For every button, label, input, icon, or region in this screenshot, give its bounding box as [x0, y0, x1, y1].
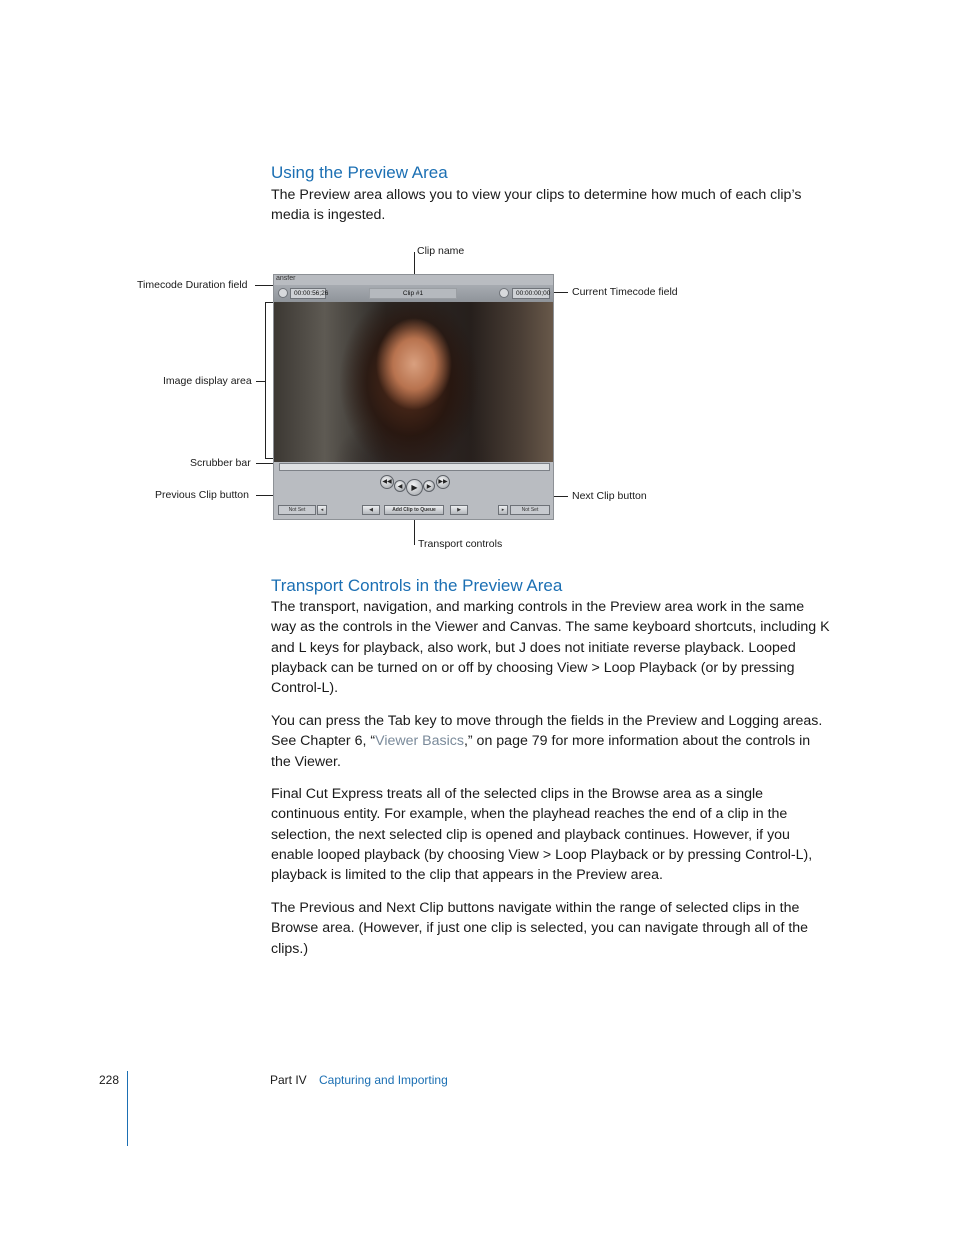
callout-scrubber-bar: Scrubber bar	[190, 457, 251, 469]
callout-transport-controls: Transport controls	[418, 538, 503, 550]
current-clock-icon	[499, 288, 509, 298]
callout-previous-clip: Previous Clip button	[155, 489, 249, 501]
add-clip-to-queue-button[interactable]: Add Clip to Queue	[384, 505, 444, 515]
mark-in-button[interactable]: ◂	[317, 505, 327, 515]
play-icon[interactable]: ▶	[406, 479, 423, 496]
viewer-basics-link[interactable]: Viewer Basics	[375, 733, 464, 750]
out-point-field[interactable]: Not Set	[510, 505, 550, 515]
footer-part-label: Part IV	[270, 1073, 307, 1087]
arrow-right-icon[interactable]: ▶	[450, 505, 468, 515]
intro-paragraph: The Preview area allows you to view your clips to determine how much of each clip’s media is ingested.	[271, 187, 802, 224]
duration-clock-icon	[278, 288, 288, 298]
callout-timecode-duration: Timecode Duration field	[137, 279, 248, 291]
step-back-icon[interactable]: ◀	[394, 480, 406, 492]
arrow-left-icon[interactable]: ◀	[362, 505, 380, 515]
image-display-area	[274, 302, 554, 462]
bracket-image-display	[265, 302, 266, 459]
page-number: 228	[99, 1073, 120, 1087]
current-timecode-field[interactable]: 00:00:00;00	[512, 288, 550, 299]
paragraph-2-text-end: ,” on page 79 for more information about the controls in the Viewer.	[271, 733, 811, 770]
timecode-duration-field[interactable]: 00:00:56;26	[290, 288, 326, 299]
paragraph-transport-3: Final Cut Express treats all of the selected clips in the Browse area as a single continuous entity. For example, when the playhead reaches the end of a clip in the selection, the next selected clip is opened and playback continues. However, if you enable looped playback (by choosing View > Loop Playback or by pressing Control-L), playback is limited to the clip that appears in the Preview area.	[271, 786, 813, 884]
rewind-icon[interactable]: ◀◀	[380, 475, 394, 489]
preview-area-screenshot	[273, 274, 554, 520]
paragraph-transport-4: The Previous and Next Clip buttons navigate within the range of selected clips in the Browse area. (However, if just one clip is selected, you can navigate through all of the clips.)	[271, 900, 809, 957]
section-heading-transport-controls: Transport Controls in the Preview Area	[271, 576, 563, 595]
section-heading-preview-area: Using the Preview Area	[271, 163, 448, 182]
footer-chapter-link[interactable]: Capturing and Importing	[319, 1073, 448, 1087]
callout-next-clip: Next Clip button	[572, 490, 647, 502]
in-point-field[interactable]: Not Set	[278, 505, 316, 515]
scrubber-bar[interactable]	[279, 463, 550, 471]
clip-name-field: Clip #1	[369, 288, 457, 299]
paragraph-transport-2	[271, 711, 831, 772]
paragraph-2-text-start: You can press the Tab key to move through the fields in the Preview and Logging areas. See Chapter 6, “	[271, 713, 823, 750]
paragraph-transport-1: The transport, navigation, and marking controls in the Preview area work in the same way as the controls in the Viewer and Canvas. The same keyboard shortcuts, including K and L keys for playback, also work, but J does not initiate reverse playback. Looped playback can be turned on or off by choosing View > Loop Playback (or by pressing Control-L).	[271, 599, 830, 697]
callout-image-display: Image display area	[163, 375, 252, 387]
mark-out-button[interactable]: ▸	[498, 505, 508, 515]
window-title: ansfer	[276, 275, 296, 282]
bracket-image-display-bottom	[265, 458, 273, 459]
footer-divider	[127, 1071, 128, 1146]
callout-clip-name: Clip name	[417, 245, 465, 257]
callout-current-timecode: Current Timecode field	[572, 286, 678, 298]
fast-forward-icon[interactable]: ▶▶	[436, 475, 450, 489]
preview-top-bar	[274, 285, 553, 302]
bracket-image-display-top	[265, 302, 273, 303]
step-forward-icon[interactable]: ▶	[423, 480, 435, 492]
